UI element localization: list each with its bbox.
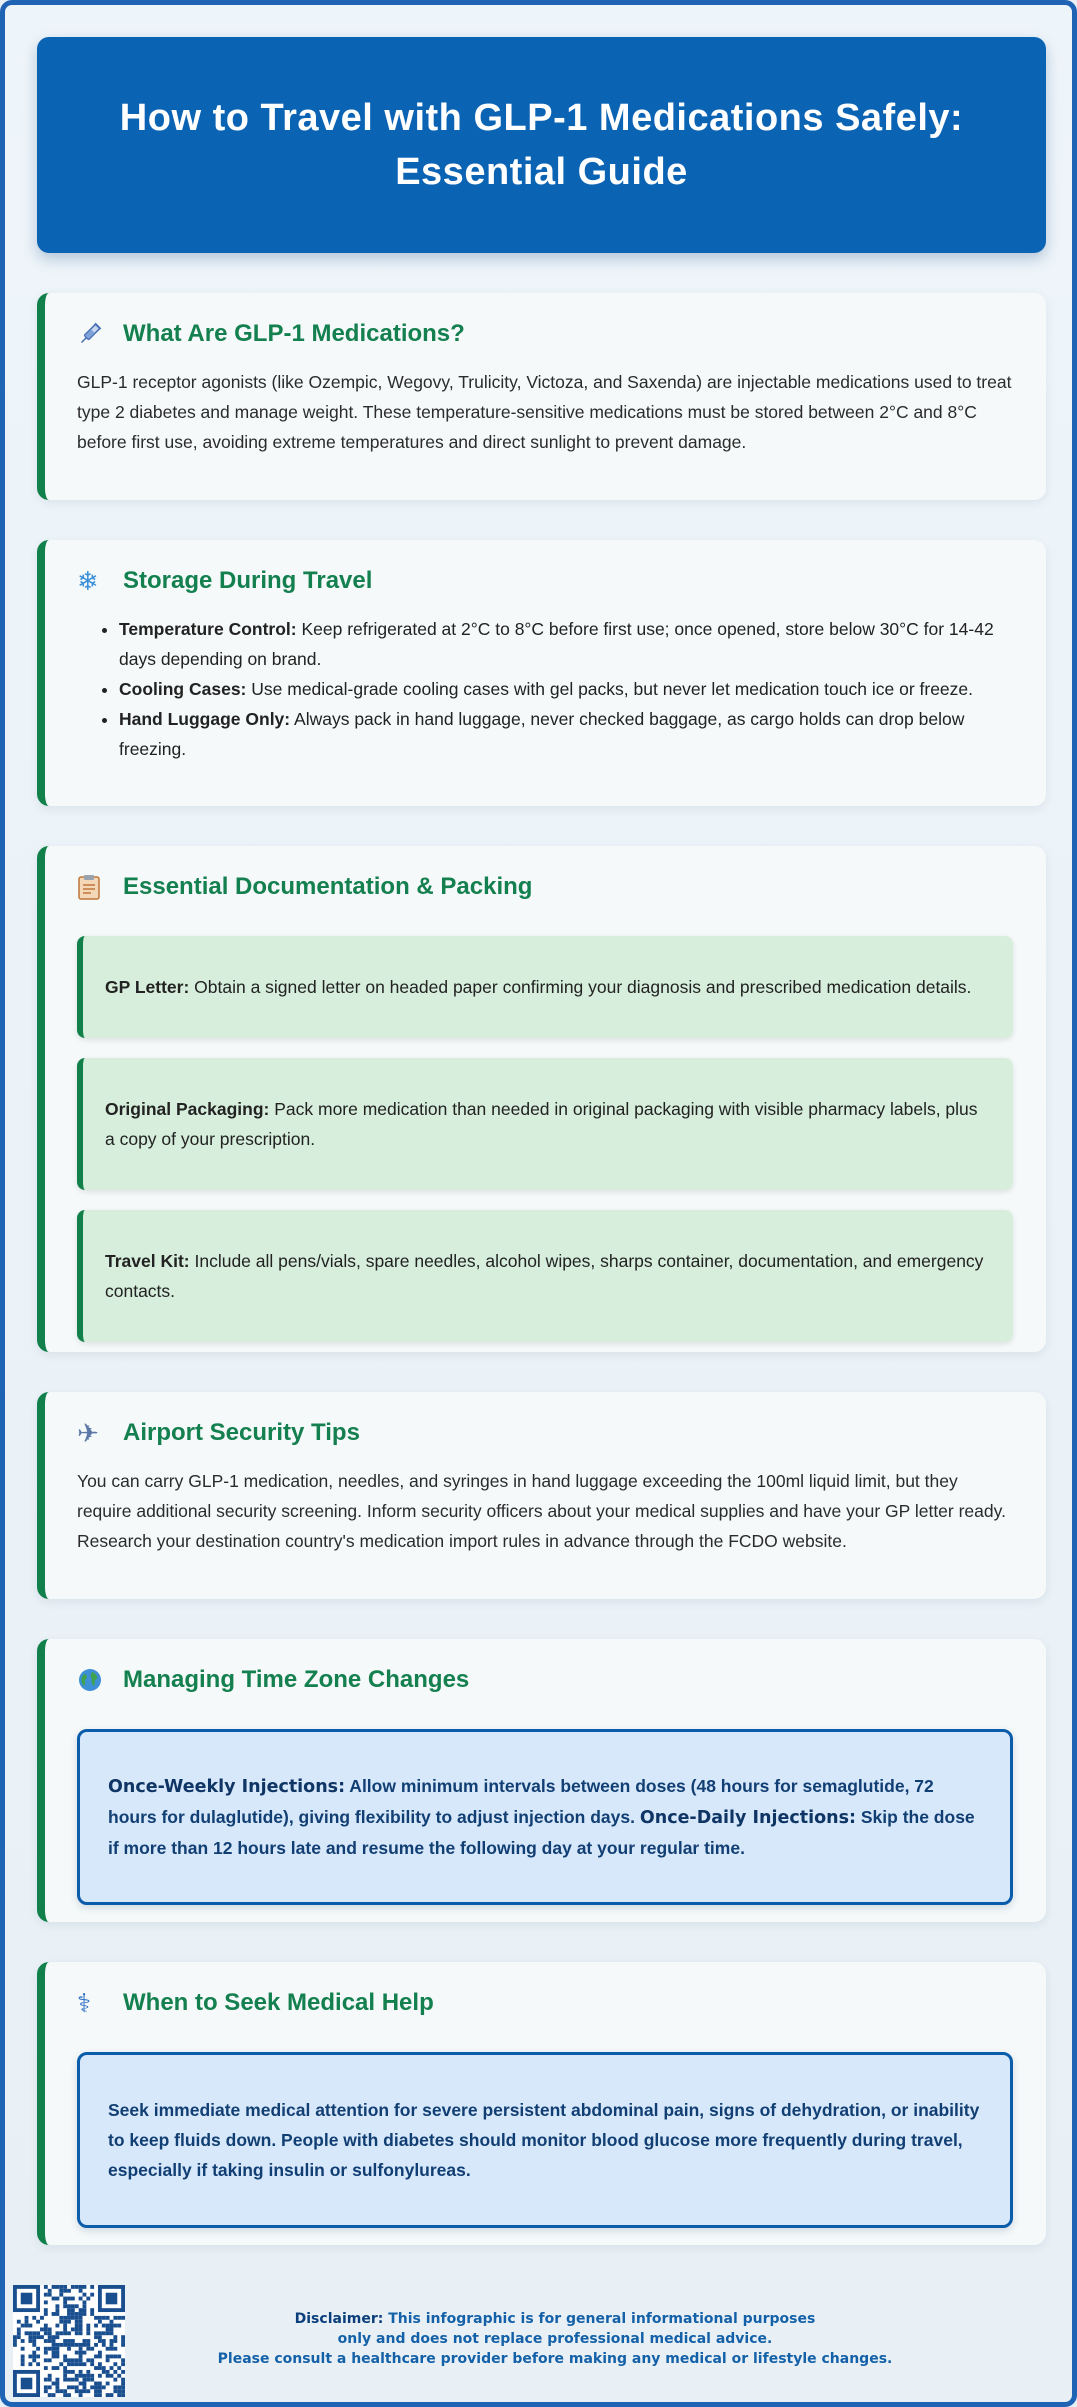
doc-box-travel-kit — [77, 1210, 1013, 1342]
section-airport-security — [37, 1392, 1046, 1599]
footer — [5, 2285, 1072, 2405]
list-item — [119, 704, 1014, 764]
list-item — [119, 674, 1014, 704]
doc-box-gp-letter — [77, 936, 1013, 1038]
clipboard-icon — [77, 872, 111, 902]
section-title-row — [77, 1418, 1014, 1448]
qr-code[interactable] — [13, 2285, 125, 2397]
syringe-icon — [77, 319, 111, 349]
item-label: Hand Luggage Only: — [119, 709, 291, 729]
item-label: Cooling Cases: — [119, 679, 247, 699]
section-title-row — [77, 566, 1014, 596]
item-label: Travel Kit: — [105, 1251, 190, 1271]
snowflake-icon: ❄ — [77, 565, 99, 596]
item-label: Original Packaging: — [105, 1099, 270, 1119]
section-title: Storage During Travel — [123, 567, 373, 594]
section-title-row — [77, 872, 1014, 902]
section-time-zones — [37, 1639, 1046, 1922]
disclaimer-label: Disclaimer: — [294, 2311, 384, 2327]
section-storage — [37, 540, 1046, 806]
weekly-text: Allow minimum intervals between doses (48 hours for semaglutide, 72 hours for dulaglutide), giving flexibility to adjust injection days. — [108, 1776, 934, 1827]
disclaimer-line: This infographic is for general informational purposes — [383, 2311, 816, 2327]
storage-list — [77, 614, 1014, 764]
section-title: Airport Security Tips — [123, 1419, 360, 1446]
item-label: Temperature Control: — [119, 619, 297, 639]
medical-help-text: Seek immediate medical attention for severe persistent abdominal pain, signs of dehydration, or inability to keep fluids down. People with diabetes should monitor blood glucose more frequently during travel, especially if taking insulin or sulfonylureas. — [108, 2100, 980, 2180]
airplane-icon: ✈ — [77, 1417, 99, 1448]
section-medical-help — [37, 1962, 1046, 2245]
section-title: Essential Documentation & Packing — [123, 873, 533, 900]
disclaimer-line: Please consult a healthcare provider before making any medical or lifestyle changes. — [217, 2351, 893, 2367]
list-item — [119, 614, 1014, 674]
item-label: GP Letter: — [105, 977, 190, 997]
daily-text: Skip the dose if more than 12 hours late and resume the following day at your regular time. — [108, 1807, 975, 1858]
doc-box-original-packaging — [77, 1058, 1013, 1190]
disclaimer — [145, 2309, 965, 2369]
item-text: Include all pens/vials, spare needles, alcohol wipes, sharps container, documentation, and emergency contacts. — [105, 1251, 984, 1301]
timezone-info-box — [77, 1729, 1013, 1905]
caduceus-icon: ⚕ — [77, 1987, 92, 2018]
disclaimer-line: only and does not replace professional medical advice. — [337, 2331, 773, 2347]
item-text: Always pack in hand luggage, never checked baggage, as cargo holds can drop below freezing. — [119, 709, 965, 759]
section-what-are-glp1 — [37, 293, 1046, 500]
section-title: When to Seek Medical Help — [123, 1989, 434, 2016]
page-header — [37, 37, 1046, 253]
section-body: GLP-1 receptor agonists (like Ozempic, Wegovy, Trulicity, Victoza, and Saxenda) are injectable medications used to treat type 2 diabetes and manage weight. These temperature-sensitive medications must be stored between 2°C and 8°C before first use, avoiding extreme temperatures and direct sunlight to prevent damage. — [77, 372, 1012, 452]
section-title-row — [77, 1665, 1014, 1695]
section-title: What Are GLP-1 Medications? — [123, 320, 465, 347]
section-documentation — [37, 846, 1046, 1352]
item-text: Obtain a signed letter on headed paper confirming your diagnosis and prescribed medication details. — [189, 977, 972, 997]
medical-help-box — [77, 2052, 1013, 2228]
page-title: How to Travel with GLP-1 Medications Safely: Essential Guide — [119, 97, 964, 193]
section-title-row — [77, 319, 1014, 349]
globe-icon — [77, 1665, 111, 1695]
daily-label: Once-Daily Injections: — [639, 1808, 857, 1828]
item-text: Use medical-grade cooling cases with gel packs, but never let medication touch ice or freeze. — [246, 679, 974, 699]
item-text: Pack more medication than needed in original packaging with visible pharmacy labels, plus a copy of your prescription. — [105, 1099, 978, 1149]
section-body: You can carry GLP-1 medication, needles, and syringes in hand luggage exceeding the 100ml liquid limit, but they require additional security screening. Inform security officers about your medical supplies and have your GP letter ready. Research your destination country's medication import rules in advance through the FCDO website. — [77, 1471, 1006, 1551]
item-text: Keep refrigerated at 2°C to 8°C before first use; once opened, store below 30°C for 14-42 days depending on brand. — [119, 619, 994, 669]
weekly-label: Once-Weekly Injections: — [108, 1777, 346, 1797]
section-title: Managing Time Zone Changes — [123, 1666, 470, 1693]
section-title-row — [77, 1988, 1014, 2018]
